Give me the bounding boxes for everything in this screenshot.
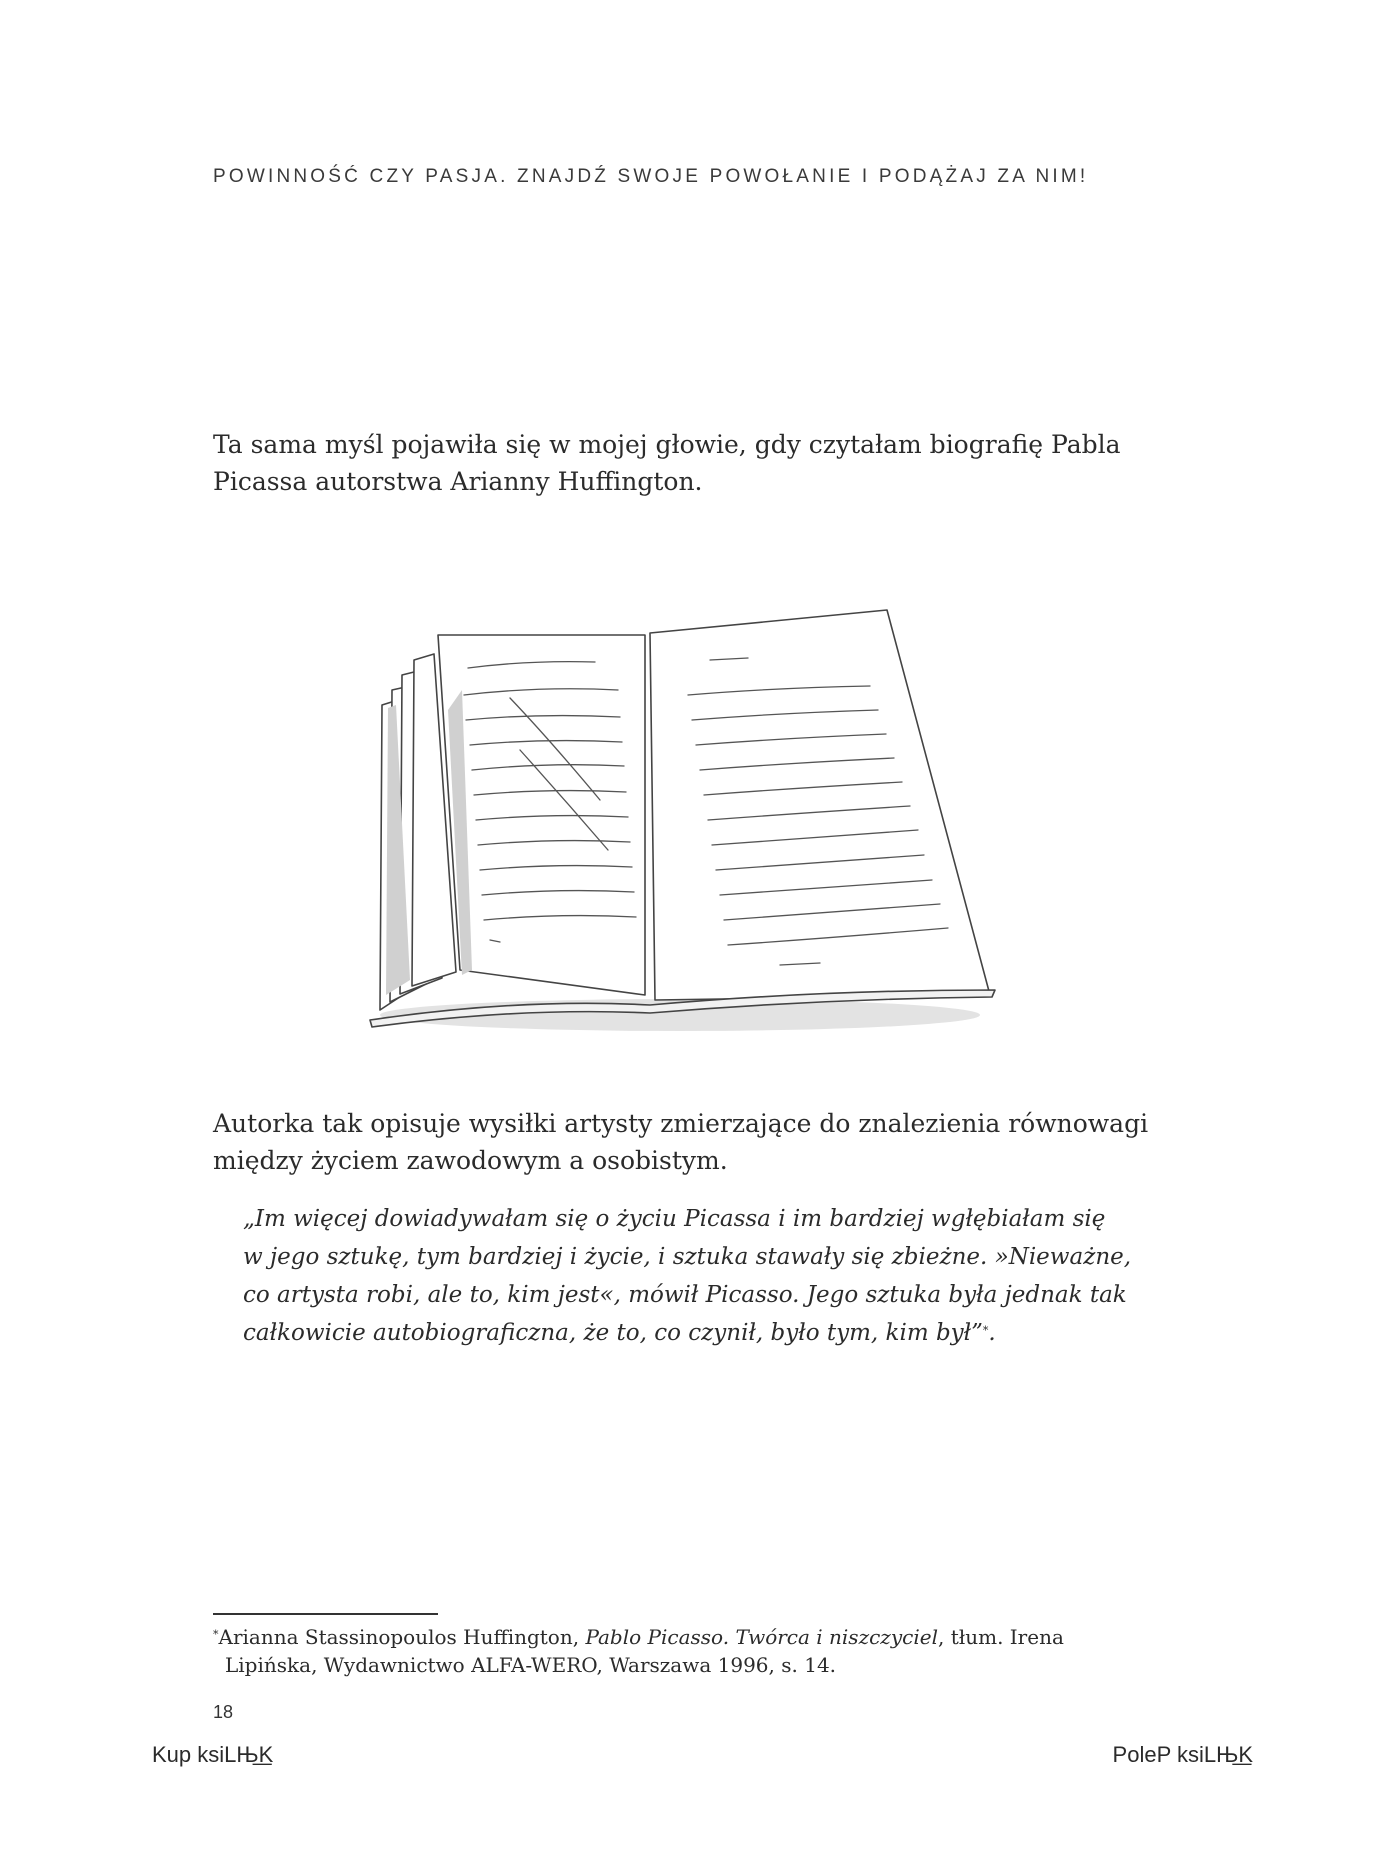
- text-line: Picassa autorstwa Arianny Huffington.: [213, 467, 703, 496]
- quote-end-punctuation: .: [988, 1320, 996, 1346]
- footnote-line: Lipińska, Wydawnictwo ALFA-WERO, Warszawa 1996, s. 14.: [225, 1653, 837, 1677]
- quotation-block: [243, 1200, 1143, 1352]
- quote-line: „Im więcej dowiadywałam się o życiu Picassa i im bardziej wgłębiałam się: [243, 1206, 1106, 1232]
- quote-line: w jego sztukę, tym bardziej i życie, i sztuka stawały się zbieżne. »Nieważne,: [243, 1244, 1132, 1270]
- text-line: Autorka tak opisuje wysiłki artysty zmierzające do znalezienia równowagi: [213, 1109, 1149, 1138]
- footnote-line: [213, 1623, 1113, 1651]
- open-book-illustration: [350, 590, 1000, 1050]
- paragraph-author-description: [213, 1105, 1149, 1179]
- footnote: [213, 1623, 1113, 1679]
- text-line: Ta sama myśl pojawiła się w mojej głowie, gdy czytałam biografię Pabla: [213, 430, 1121, 459]
- recommend-book-link[interactable]: PoleP ksiLЊ͟K: [1112, 1742, 1253, 1767]
- running-header: POWINNOŚĆ CZY PASJA. ZNAJDŹ SWOJE POWOŁANIE I PODĄŻAJ ZA NIM!: [213, 166, 1089, 187]
- quote-line: co artysta robi, ale to, kim jest«, mówił Picasso. Jego sztuka była jednak tak: [243, 1282, 1127, 1308]
- text-line: między życiem zawodowym a osobistym.: [213, 1146, 728, 1175]
- quote-line-text: całkowicie autobiograficzna, że to, co czynił, było tym, kim był”: [243, 1320, 983, 1346]
- footnote-separator: [213, 1613, 438, 1615]
- footnote-book-title: Pablo Picasso. Twórca i niszczyciel: [585, 1625, 938, 1649]
- quote-line-last: [243, 1314, 1143, 1352]
- buy-book-link[interactable]: Kup ksiLЊ͟K: [152, 1742, 274, 1767]
- footnote-marker: *: [213, 1628, 219, 1641]
- footnote-translator: , tłum. Irena: [937, 1625, 1064, 1649]
- page-number: 18: [213, 1702, 234, 1722]
- footnote-author: Arianna Stassinopoulos Huffington,: [218, 1625, 586, 1649]
- footnote-reference[interactable]: *: [982, 1324, 989, 1337]
- paragraph-intro: [213, 426, 1143, 500]
